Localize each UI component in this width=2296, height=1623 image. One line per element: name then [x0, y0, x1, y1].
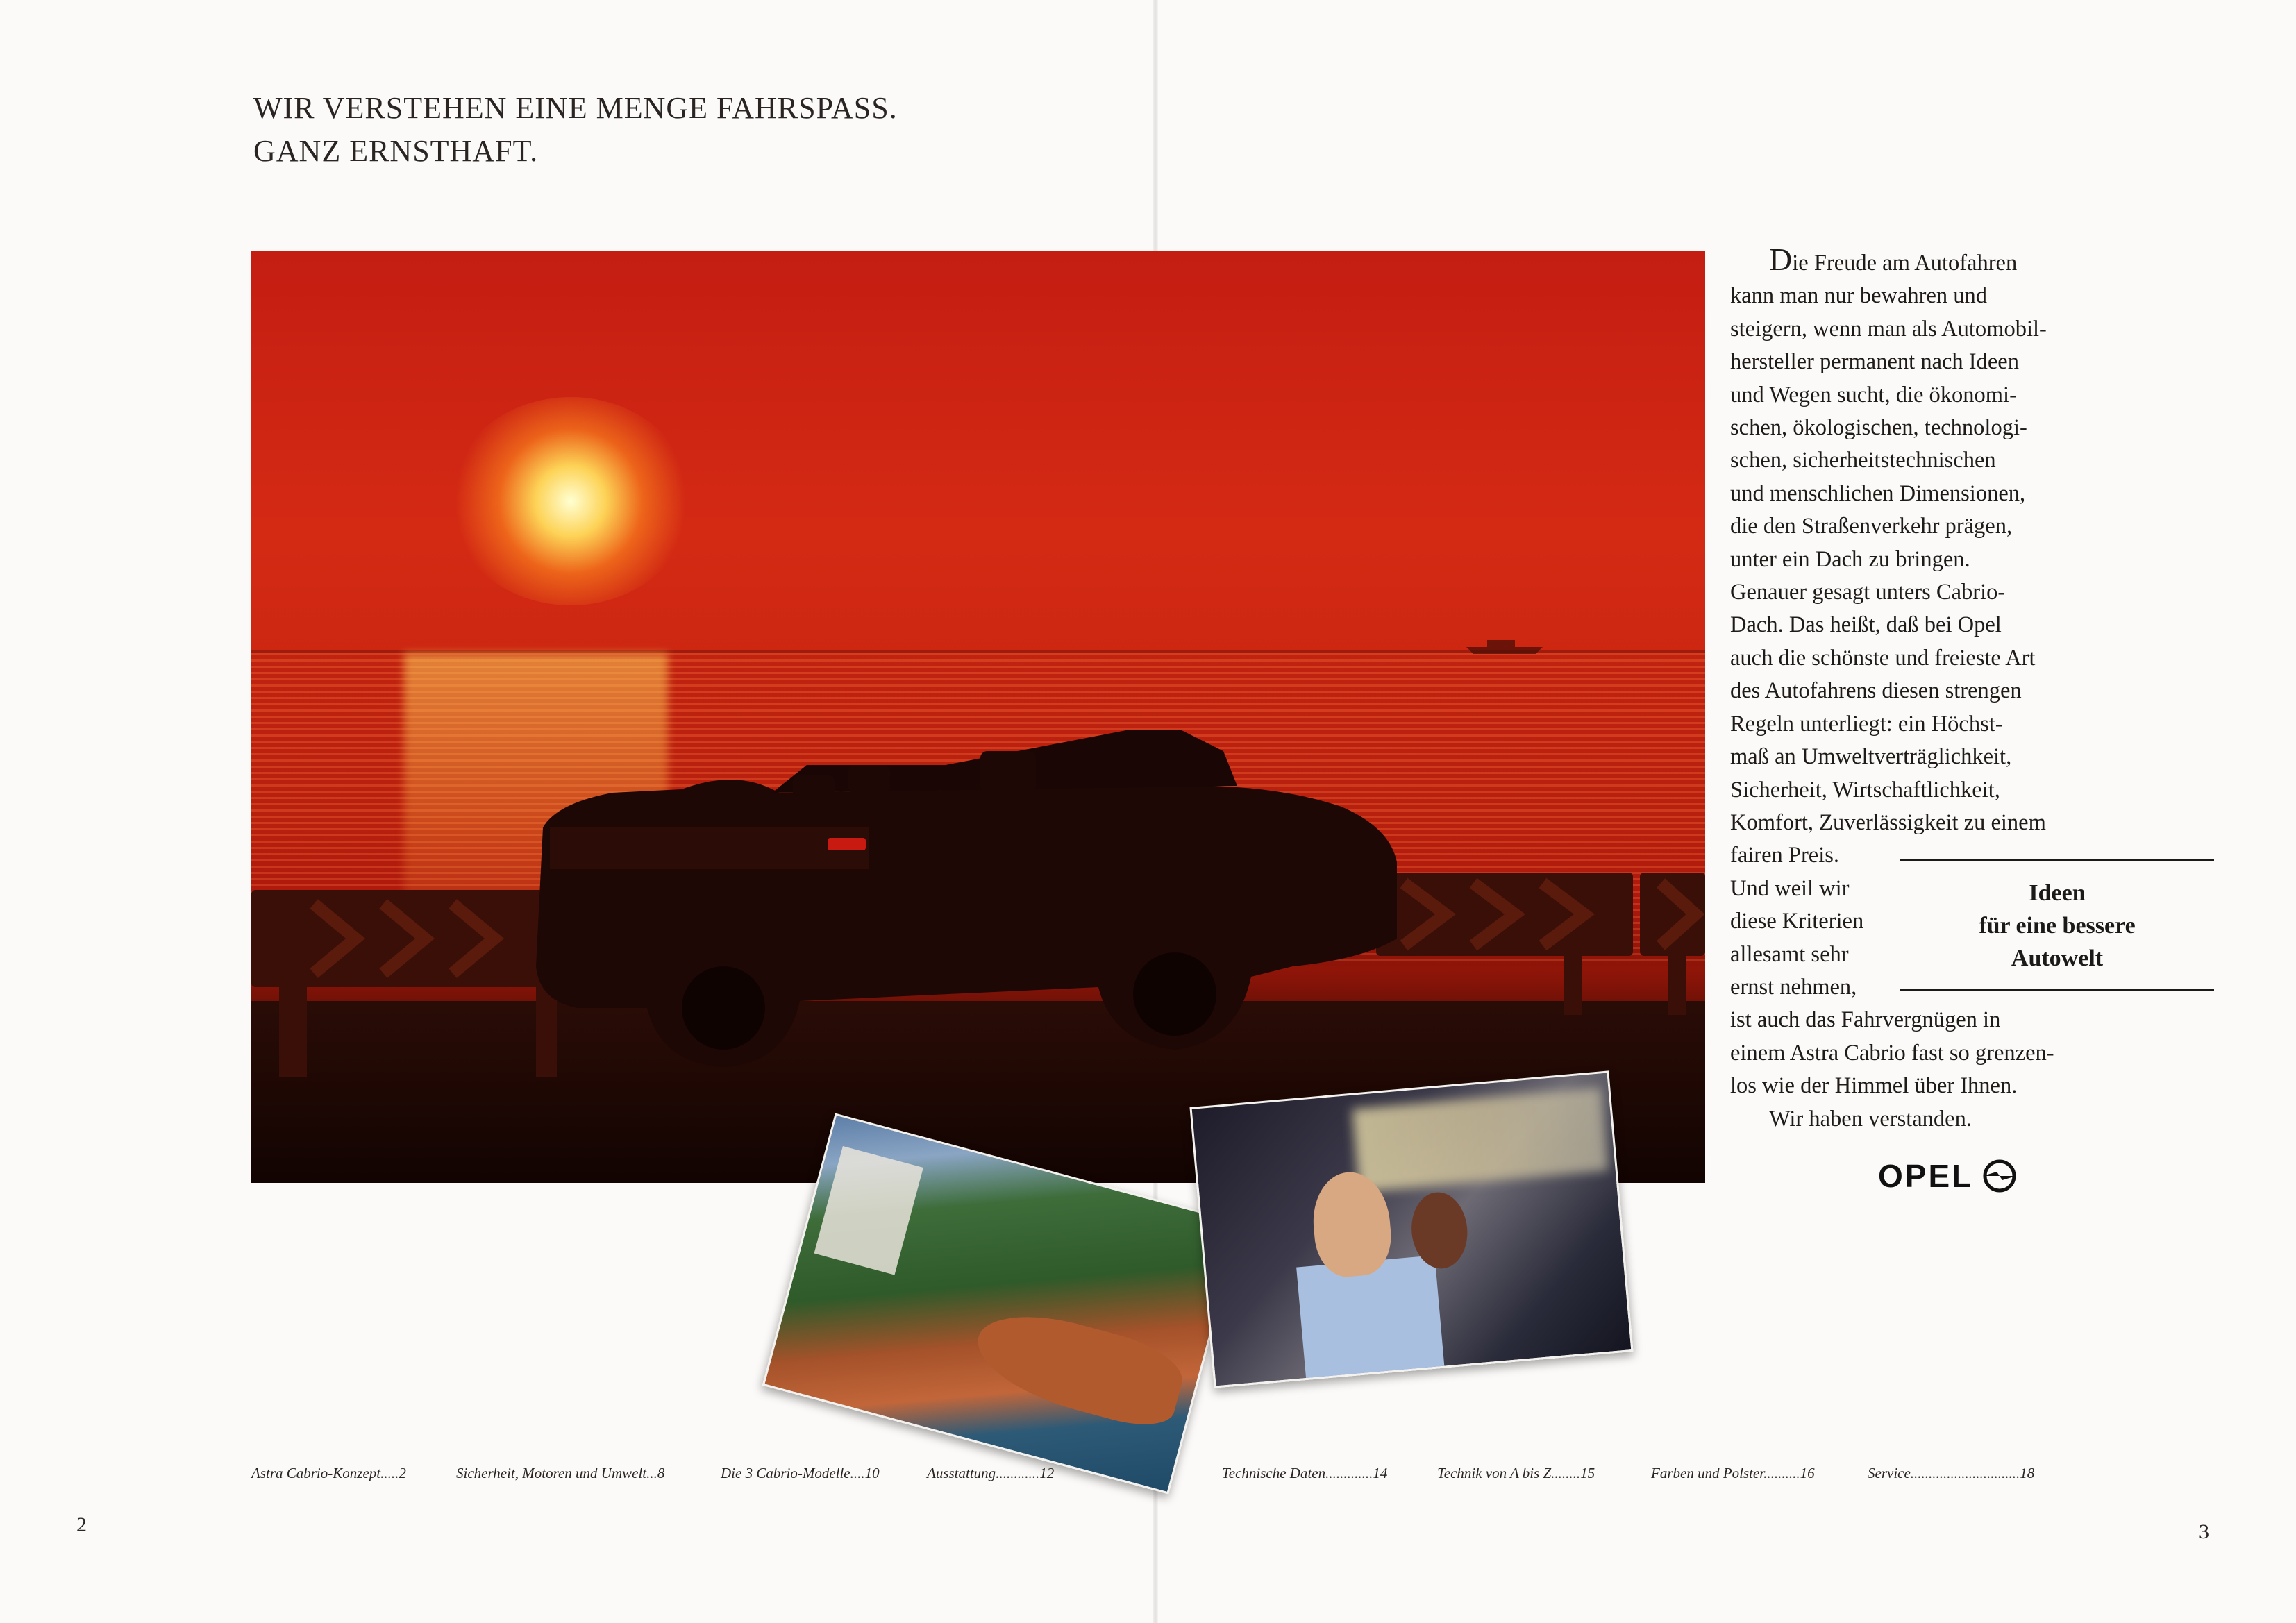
body-line: Sicherheit, Wirtschaftlichkeit, [1730, 777, 2000, 802]
ship-silhouette [1466, 647, 1543, 654]
body-line: schen, ökologischen, technologi- [1730, 415, 2027, 441]
opel-blitz-icon [1981, 1158, 2018, 1194]
body-line: Wir haben verstanden. [1769, 1106, 1972, 1132]
body-line: los wie der Himmel über Ihnen. [1730, 1073, 2018, 1099]
page-number-left: 2 [76, 1513, 87, 1536]
villa-shape [814, 1146, 923, 1275]
couple-driving-photo [1189, 1070, 1633, 1388]
body-line: Die Freude am Autofahren [1769, 242, 2018, 277]
body-line: Und weil wir [1730, 875, 1850, 901]
driver-shirt [1296, 1255, 1447, 1388]
page-number-right: 3 [2199, 1520, 2209, 1543]
headline-line-2: GANZ ERNSTHAFT. [253, 134, 539, 168]
body-line: steigern, wenn man als Automobil- [1730, 316, 2047, 342]
body-line: allesamt sehr [1730, 941, 1849, 967]
body-line: ernst nehmen, [1730, 974, 1857, 1000]
drop-cap: D [1769, 242, 1793, 277]
body-line: Regeln unterliegt: ein Höchst- [1730, 711, 2003, 737]
body-line: maß an Umweltverträglichkeit, [1730, 744, 2012, 770]
car-trunk [550, 827, 869, 869]
headline [253, 87, 1156, 173]
body-line: schen, sicherheitstechnischen [1730, 448, 1996, 473]
body-line: Genauer gesagt unters Cabrio- [1730, 580, 2006, 605]
body-line: kann man nur bewahren und [1730, 283, 1988, 309]
ideas-box [1900, 877, 2214, 975]
toc-item[interactable]: Technik von A bis Z........15 [1437, 1465, 1595, 1481]
ship-cabin [1487, 640, 1515, 647]
body-line: Dach. Das heißt, daß bei Opel [1730, 612, 2002, 638]
car-taillight [828, 838, 866, 850]
toc-item[interactable]: Die 3 Cabrio-Modelle....10 [721, 1465, 880, 1481]
toc-item[interactable]: Sicherheit, Motoren und Umwelt...8 [456, 1465, 665, 1481]
opel-wordmark: OPEL [1878, 1158, 1974, 1194]
toc-item[interactable]: Service..............................18 [1868, 1465, 2035, 1481]
body-line: diese Kriterien [1730, 909, 1864, 934]
hero-photo [251, 251, 1705, 1183]
street-background-blur [1352, 1087, 1609, 1192]
body-line: unter ein Dach zu bringen. [1730, 546, 1970, 572]
ideas-rule-bottom [1900, 989, 2214, 991]
toc-item[interactable]: Ausstattung............12 [927, 1465, 1055, 1481]
ideas-line-2: für eine bessere [1979, 913, 2136, 939]
car-body [536, 730, 1397, 1067]
ideas-rule-top [1900, 859, 2214, 861]
toc-item[interactable]: Technische Daten.............14 [1222, 1465, 1388, 1481]
body-line: einem Astra Cabrio fast so grenzen- [1730, 1040, 2054, 1066]
car-silhouette-illustration [251, 251, 1705, 1183]
body-copy [1730, 242, 2054, 1136]
ideas-line-1: Ideen [2029, 880, 2086, 906]
car-rear-wheel [682, 966, 765, 1050]
headline-line-1: WIR VERSTEHEN EINE MENGE FAHRSPASS. [253, 91, 898, 125]
body-line: und Wegen sucht, die ökonomi- [1730, 382, 2017, 407]
body-line: und menschlichen Dimensionen, [1730, 480, 2026, 506]
body-line: hersteller permanent nach Ideen [1730, 349, 2019, 375]
body-line: auch die schönste und freieste Art [1730, 645, 2036, 671]
red-rocks-shape [967, 1300, 1190, 1435]
body-line: fairen Preis. [1730, 843, 1840, 868]
ideas-line-3: Autowelt [2011, 945, 2104, 971]
toc-item[interactable]: Farben und Polster..........16 [1651, 1465, 1815, 1481]
body-line: des Autofahrens diesen strengen [1730, 678, 2022, 704]
table-of-contents [0, 1465, 2296, 1492]
body-line: Komfort, Zuverlässigkeit zu einem [1730, 809, 2046, 835]
toc-item[interactable]: Astra Cabrio-Konzept.....2 [251, 1465, 406, 1481]
body-line: ist auch das Fahrvergnügen in [1730, 1007, 2001, 1033]
body-line: die den Straßenverkehr prägen, [1730, 514, 2013, 539]
car-front-wheel [1133, 952, 1216, 1036]
opel-logo [1878, 1158, 2018, 1194]
